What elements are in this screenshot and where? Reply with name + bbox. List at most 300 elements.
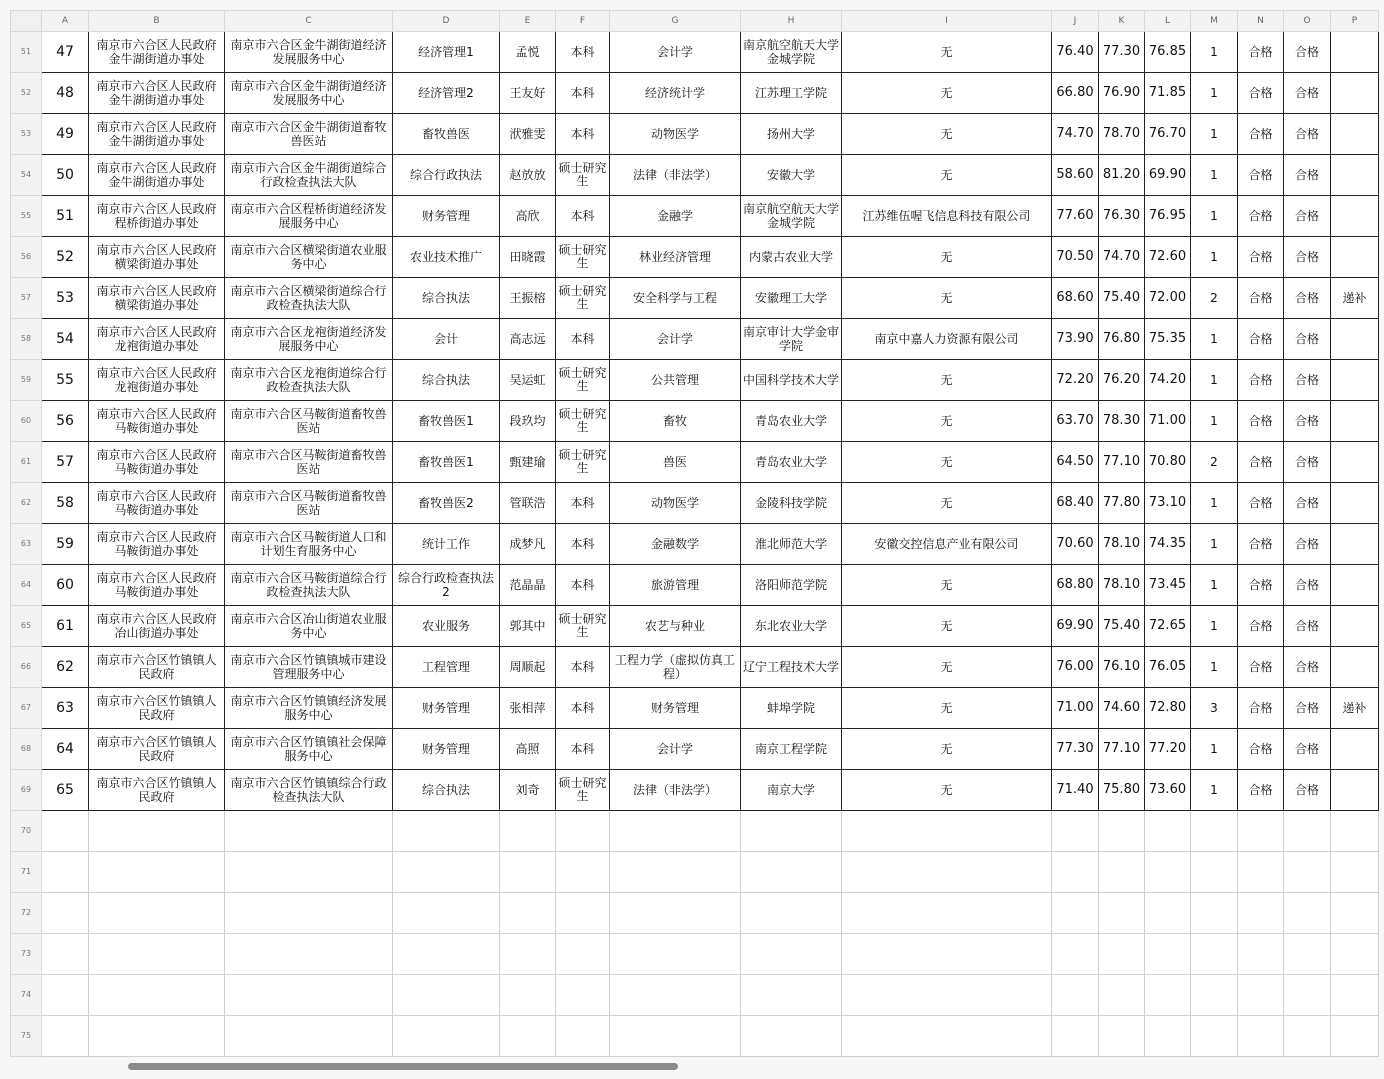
cell-m[interactable]: 1: [1191, 73, 1238, 114]
empty-cell-d[interactable]: [393, 934, 500, 975]
empty-cell-l[interactable]: [1145, 852, 1191, 893]
cell-d[interactable]: 工程管理: [393, 647, 500, 688]
cell-k[interactable]: 78.10: [1099, 565, 1145, 606]
empty-cell-e[interactable]: [500, 934, 556, 975]
cell-b[interactable]: 南京市六合区人民政府马鞍街道办事处: [89, 483, 225, 524]
empty-cell-k[interactable]: [1099, 1016, 1145, 1057]
cell-k[interactable]: 74.60: [1099, 688, 1145, 729]
cell-f[interactable]: 硕士研究生: [556, 606, 610, 647]
cell-c[interactable]: 南京市六合区竹镇镇社会保障服务中心: [225, 729, 393, 770]
cell-j[interactable]: 77.30: [1052, 729, 1099, 770]
cell-m[interactable]: 1: [1191, 319, 1238, 360]
cell-d[interactable]: 经济管理2: [393, 73, 500, 114]
cell-n[interactable]: 合格: [1238, 114, 1284, 155]
cell-a[interactable]: 51: [42, 196, 89, 237]
cell-j[interactable]: 71.00: [1052, 688, 1099, 729]
cell-d[interactable]: 畜牧兽医1: [393, 442, 500, 483]
cell-d[interactable]: 综合执法: [393, 770, 500, 811]
cell-o[interactable]: 合格: [1284, 114, 1331, 155]
cell-n[interactable]: 合格: [1238, 32, 1284, 73]
empty-cell-h[interactable]: [741, 852, 842, 893]
cell-e[interactable]: 洑雅雯: [500, 114, 556, 155]
row-number[interactable]: 69: [11, 770, 42, 811]
cell-g[interactable]: 公共管理: [610, 360, 741, 401]
cell-o[interactable]: 合格: [1284, 647, 1331, 688]
cell-c[interactable]: 南京市六合区马鞍街道畜牧兽医站: [225, 442, 393, 483]
row-number[interactable]: 54: [11, 155, 42, 196]
cell-b[interactable]: 南京市六合区人民政府马鞍街道办事处: [89, 442, 225, 483]
cell-b[interactable]: 南京市六合区人民政府马鞍街道办事处: [89, 401, 225, 442]
cell-f[interactable]: 本科: [556, 196, 610, 237]
row-number[interactable]: 63: [11, 524, 42, 565]
cell-g[interactable]: 工程力学（虚拟仿真工程）: [610, 647, 741, 688]
cell-c[interactable]: 南京市六合区金牛湖街道综合行政检查执法大队: [225, 155, 393, 196]
cell-a[interactable]: 64: [42, 729, 89, 770]
cell-j[interactable]: 68.60: [1052, 278, 1099, 319]
cell-j[interactable]: 70.50: [1052, 237, 1099, 278]
empty-cell-p[interactable]: [1331, 1016, 1379, 1057]
row-number[interactable]: 72: [11, 893, 42, 934]
empty-cell-h[interactable]: [741, 1016, 842, 1057]
cell-n[interactable]: 合格: [1238, 524, 1284, 565]
empty-cell-i[interactable]: [842, 934, 1052, 975]
cell-l[interactable]: 73.45: [1145, 565, 1191, 606]
cell-p[interactable]: [1331, 647, 1379, 688]
cell-d[interactable]: 财务管理: [393, 688, 500, 729]
cell-b[interactable]: 南京市六合区人民政府马鞍街道办事处: [89, 565, 225, 606]
cell-d[interactable]: 综合行政检查执法2: [393, 565, 500, 606]
cell-p[interactable]: [1331, 442, 1379, 483]
empty-cell-a[interactable]: [42, 1016, 89, 1057]
cell-k[interactable]: 78.10: [1099, 524, 1145, 565]
column-header-o[interactable]: O: [1284, 11, 1331, 32]
cell-d[interactable]: 财务管理: [393, 729, 500, 770]
cell-c[interactable]: 南京市六合区金牛湖街道经济发展服务中心: [225, 73, 393, 114]
cell-m[interactable]: 1: [1191, 770, 1238, 811]
cell-h[interactable]: 洛阳师范学院: [741, 565, 842, 606]
cell-n[interactable]: 合格: [1238, 237, 1284, 278]
empty-cell-o[interactable]: [1284, 975, 1331, 1016]
empty-cell-d[interactable]: [393, 893, 500, 934]
empty-cell-g[interactable]: [610, 852, 741, 893]
cell-k[interactable]: 78.30: [1099, 401, 1145, 442]
cell-i[interactable]: 无: [842, 32, 1052, 73]
row-number[interactable]: 66: [11, 647, 42, 688]
empty-cell-h[interactable]: [741, 975, 842, 1016]
cell-j[interactable]: 76.40: [1052, 32, 1099, 73]
column-header-p[interactable]: P: [1331, 11, 1379, 32]
cell-m[interactable]: 1: [1191, 360, 1238, 401]
empty-cell-p[interactable]: [1331, 852, 1379, 893]
empty-cell-h[interactable]: [741, 934, 842, 975]
cell-l[interactable]: 74.20: [1145, 360, 1191, 401]
cell-b[interactable]: 南京市六合区人民政府横梁街道办事处: [89, 237, 225, 278]
empty-cell-j[interactable]: [1052, 975, 1099, 1016]
cell-o[interactable]: 合格: [1284, 73, 1331, 114]
cell-g[interactable]: 安全科学与工程: [610, 278, 741, 319]
cell-i[interactable]: 无: [842, 647, 1052, 688]
cell-j[interactable]: 72.20: [1052, 360, 1099, 401]
cell-k[interactable]: 76.30: [1099, 196, 1145, 237]
cell-p[interactable]: [1331, 770, 1379, 811]
empty-cell-k[interactable]: [1099, 934, 1145, 975]
cell-g[interactable]: 金融学: [610, 196, 741, 237]
empty-cell-o[interactable]: [1284, 811, 1331, 852]
cell-n[interactable]: 合格: [1238, 73, 1284, 114]
cell-k[interactable]: 76.80: [1099, 319, 1145, 360]
cell-o[interactable]: 合格: [1284, 360, 1331, 401]
cell-o[interactable]: 合格: [1284, 524, 1331, 565]
cell-f[interactable]: 本科: [556, 524, 610, 565]
cell-b[interactable]: 南京市六合区人民政府金牛湖街道办事处: [89, 73, 225, 114]
cell-c[interactable]: 南京市六合区马鞍街道畜牧兽医站: [225, 401, 393, 442]
horizontal-scrollbar[interactable]: [128, 1063, 678, 1070]
cell-i[interactable]: 无: [842, 155, 1052, 196]
row-number[interactable]: 71: [11, 852, 42, 893]
cell-g[interactable]: 兽医: [610, 442, 741, 483]
row-number[interactable]: 68: [11, 729, 42, 770]
cell-m[interactable]: 1: [1191, 606, 1238, 647]
cell-n[interactable]: 合格: [1238, 196, 1284, 237]
cell-i[interactable]: 无: [842, 237, 1052, 278]
cell-n[interactable]: 合格: [1238, 729, 1284, 770]
empty-cell-n[interactable]: [1238, 934, 1284, 975]
cell-a[interactable]: 65: [42, 770, 89, 811]
cell-b[interactable]: 南京市六合区竹镇镇人民政府: [89, 647, 225, 688]
cell-h[interactable]: 青岛农业大学: [741, 442, 842, 483]
cell-b[interactable]: 南京市六合区人民政府横梁街道办事处: [89, 278, 225, 319]
empty-cell-l[interactable]: [1145, 811, 1191, 852]
row-number[interactable]: 52: [11, 73, 42, 114]
empty-cell-p[interactable]: [1331, 975, 1379, 1016]
cell-o[interactable]: 合格: [1284, 442, 1331, 483]
cell-i[interactable]: 无: [842, 401, 1052, 442]
cell-e[interactable]: 成梦凡: [500, 524, 556, 565]
cell-p[interactable]: [1331, 360, 1379, 401]
cell-e[interactable]: 赵放放: [500, 155, 556, 196]
cell-l[interactable]: 76.70: [1145, 114, 1191, 155]
cell-m[interactable]: 2: [1191, 278, 1238, 319]
column-header-a[interactable]: A: [42, 11, 89, 32]
cell-d[interactable]: 农业服务: [393, 606, 500, 647]
cell-g[interactable]: 农艺与种业: [610, 606, 741, 647]
empty-cell-k[interactable]: [1099, 893, 1145, 934]
empty-cell-e[interactable]: [500, 811, 556, 852]
empty-cell-n[interactable]: [1238, 975, 1284, 1016]
row-number[interactable]: 64: [11, 565, 42, 606]
cell-i[interactable]: 江苏维伍喔飞信息科技有限公司: [842, 196, 1052, 237]
cell-b[interactable]: 南京市六合区人民政府龙袍街道办事处: [89, 360, 225, 401]
cell-k[interactable]: 76.10: [1099, 647, 1145, 688]
cell-k[interactable]: 74.70: [1099, 237, 1145, 278]
cell-e[interactable]: 张相萍: [500, 688, 556, 729]
cell-n[interactable]: 合格: [1238, 565, 1284, 606]
cell-l[interactable]: 76.85: [1145, 32, 1191, 73]
cell-c[interactable]: 南京市六合区竹镇镇城市建设管理服务中心: [225, 647, 393, 688]
empty-cell-a[interactable]: [42, 934, 89, 975]
empty-cell-i[interactable]: [842, 1016, 1052, 1057]
row-number[interactable]: 51: [11, 32, 42, 73]
cell-o[interactable]: 合格: [1284, 483, 1331, 524]
empty-cell-a[interactable]: [42, 975, 89, 1016]
empty-cell-e[interactable]: [500, 1016, 556, 1057]
cell-n[interactable]: 合格: [1238, 360, 1284, 401]
cell-p[interactable]: [1331, 32, 1379, 73]
cell-f[interactable]: 本科: [556, 729, 610, 770]
cell-g[interactable]: 会计学: [610, 319, 741, 360]
row-number[interactable]: 73: [11, 934, 42, 975]
cell-o[interactable]: 合格: [1284, 319, 1331, 360]
row-number[interactable]: 59: [11, 360, 42, 401]
column-header-i[interactable]: I: [842, 11, 1052, 32]
cell-m[interactable]: 1: [1191, 32, 1238, 73]
empty-cell-c[interactable]: [225, 852, 393, 893]
cell-h[interactable]: 金陵科技学院: [741, 483, 842, 524]
cell-h[interactable]: 辽宁工程技术大学: [741, 647, 842, 688]
cell-m[interactable]: 1: [1191, 565, 1238, 606]
empty-cell-c[interactable]: [225, 893, 393, 934]
cell-a[interactable]: 56: [42, 401, 89, 442]
empty-cell-m[interactable]: [1191, 893, 1238, 934]
cell-c[interactable]: 南京市六合区马鞍街道畜牧兽医站: [225, 483, 393, 524]
empty-cell-m[interactable]: [1191, 852, 1238, 893]
cell-i[interactable]: 南京中嘉人力资源有限公司: [842, 319, 1052, 360]
cell-l[interactable]: 76.95: [1145, 196, 1191, 237]
cell-n[interactable]: 合格: [1238, 688, 1284, 729]
empty-cell-m[interactable]: [1191, 934, 1238, 975]
cell-c[interactable]: 南京市六合区程桥街道经济发展服务中心: [225, 196, 393, 237]
empty-cell-b[interactable]: [89, 893, 225, 934]
cell-j[interactable]: 71.40: [1052, 770, 1099, 811]
cell-h[interactable]: 蚌埠学院: [741, 688, 842, 729]
select-all-corner[interactable]: [11, 11, 42, 32]
empty-cell-d[interactable]: [393, 811, 500, 852]
cell-p[interactable]: [1331, 114, 1379, 155]
cell-e[interactable]: 高照: [500, 729, 556, 770]
empty-cell-i[interactable]: [842, 852, 1052, 893]
cell-d[interactable]: 畜牧兽医1: [393, 401, 500, 442]
cell-b[interactable]: 南京市六合区竹镇镇人民政府: [89, 770, 225, 811]
empty-cell-l[interactable]: [1145, 1016, 1191, 1057]
cell-c[interactable]: 南京市六合区横梁街道农业服务中心: [225, 237, 393, 278]
empty-cell-b[interactable]: [89, 811, 225, 852]
cell-b[interactable]: 南京市六合区人民政府金牛湖街道办事处: [89, 155, 225, 196]
column-header-n[interactable]: N: [1238, 11, 1284, 32]
cell-c[interactable]: 南京市六合区横梁街道综合行政检查执法大队: [225, 278, 393, 319]
cell-p[interactable]: [1331, 606, 1379, 647]
cell-a[interactable]: 50: [42, 155, 89, 196]
cell-h[interactable]: 安徽理工大学: [741, 278, 842, 319]
empty-cell-c[interactable]: [225, 811, 393, 852]
cell-e[interactable]: 管联浩: [500, 483, 556, 524]
cell-j[interactable]: 68.80: [1052, 565, 1099, 606]
cell-g[interactable]: 法律（非法学）: [610, 770, 741, 811]
cell-e[interactable]: 高志远: [500, 319, 556, 360]
empty-cell-f[interactable]: [556, 1016, 610, 1057]
empty-cell-j[interactable]: [1052, 811, 1099, 852]
cell-d[interactable]: 综合执法: [393, 360, 500, 401]
cell-m[interactable]: 1: [1191, 524, 1238, 565]
row-number[interactable]: 56: [11, 237, 42, 278]
cell-l[interactable]: 73.60: [1145, 770, 1191, 811]
cell-p[interactable]: [1331, 155, 1379, 196]
empty-cell-j[interactable]: [1052, 893, 1099, 934]
empty-cell-c[interactable]: [225, 934, 393, 975]
cell-a[interactable]: 47: [42, 32, 89, 73]
empty-cell-j[interactable]: [1052, 934, 1099, 975]
cell-k[interactable]: 77.30: [1099, 32, 1145, 73]
empty-cell-k[interactable]: [1099, 975, 1145, 1016]
empty-cell-i[interactable]: [842, 811, 1052, 852]
cell-h[interactable]: 南京航空航天大学金城学院: [741, 32, 842, 73]
column-header-k[interactable]: K: [1099, 11, 1145, 32]
row-number[interactable]: 75: [11, 1016, 42, 1057]
cell-h[interactable]: 南京大学: [741, 770, 842, 811]
cell-b[interactable]: 南京市六合区人民政府金牛湖街道办事处: [89, 114, 225, 155]
cell-l[interactable]: 74.35: [1145, 524, 1191, 565]
column-header-g[interactable]: G: [610, 11, 741, 32]
empty-cell-j[interactable]: [1052, 852, 1099, 893]
cell-c[interactable]: 南京市六合区马鞍街道人口和计划生育服务中心: [225, 524, 393, 565]
cell-a[interactable]: 48: [42, 73, 89, 114]
cell-i[interactable]: 无: [842, 278, 1052, 319]
cell-o[interactable]: 合格: [1284, 32, 1331, 73]
empty-cell-g[interactable]: [610, 893, 741, 934]
empty-cell-l[interactable]: [1145, 934, 1191, 975]
empty-cell-n[interactable]: [1238, 1016, 1284, 1057]
cell-p[interactable]: 递补: [1331, 278, 1379, 319]
cell-e[interactable]: 刘奇: [500, 770, 556, 811]
cell-e[interactable]: 高欣: [500, 196, 556, 237]
empty-cell-l[interactable]: [1145, 893, 1191, 934]
cell-c[interactable]: 南京市六合区金牛湖街道经济发展服务中心: [225, 32, 393, 73]
cell-a[interactable]: 58: [42, 483, 89, 524]
cell-a[interactable]: 57: [42, 442, 89, 483]
cell-i[interactable]: 无: [842, 360, 1052, 401]
empty-cell-e[interactable]: [500, 893, 556, 934]
cell-l[interactable]: 75.35: [1145, 319, 1191, 360]
empty-cell-f[interactable]: [556, 852, 610, 893]
column-header-h[interactable]: H: [741, 11, 842, 32]
cell-h[interactable]: 内蒙古农业大学: [741, 237, 842, 278]
empty-cell-f[interactable]: [556, 893, 610, 934]
cell-e[interactable]: 范晶晶: [500, 565, 556, 606]
cell-l[interactable]: 72.00: [1145, 278, 1191, 319]
cell-f[interactable]: 硕士研究生: [556, 360, 610, 401]
cell-g[interactable]: 法律（非法学）: [610, 155, 741, 196]
cell-n[interactable]: 合格: [1238, 155, 1284, 196]
empty-cell-o[interactable]: [1284, 893, 1331, 934]
cell-h[interactable]: 中国科学技术大学: [741, 360, 842, 401]
cell-i[interactable]: 无: [842, 606, 1052, 647]
empty-cell-d[interactable]: [393, 1016, 500, 1057]
cell-p[interactable]: [1331, 237, 1379, 278]
cell-k[interactable]: 77.10: [1099, 729, 1145, 770]
cell-f[interactable]: 硕士研究生: [556, 155, 610, 196]
cell-m[interactable]: 1: [1191, 196, 1238, 237]
column-header-c[interactable]: C: [225, 11, 393, 32]
cell-e[interactable]: 郭其中: [500, 606, 556, 647]
empty-cell-j[interactable]: [1052, 1016, 1099, 1057]
cell-o[interactable]: 合格: [1284, 237, 1331, 278]
cell-l[interactable]: 72.65: [1145, 606, 1191, 647]
cell-h[interactable]: 扬州大学: [741, 114, 842, 155]
cell-j[interactable]: 66.80: [1052, 73, 1099, 114]
empty-cell-l[interactable]: [1145, 975, 1191, 1016]
cell-p[interactable]: [1331, 524, 1379, 565]
empty-cell-p[interactable]: [1331, 811, 1379, 852]
column-header-j[interactable]: J: [1052, 11, 1099, 32]
row-number[interactable]: 55: [11, 196, 42, 237]
cell-f[interactable]: 本科: [556, 688, 610, 729]
empty-cell-g[interactable]: [610, 1016, 741, 1057]
cell-g[interactable]: 旅游管理: [610, 565, 741, 606]
empty-cell-n[interactable]: [1238, 852, 1284, 893]
cell-a[interactable]: 61: [42, 606, 89, 647]
cell-o[interactable]: 合格: [1284, 729, 1331, 770]
cell-d[interactable]: 农业技术推广: [393, 237, 500, 278]
empty-cell-k[interactable]: [1099, 852, 1145, 893]
row-number[interactable]: 67: [11, 688, 42, 729]
cell-n[interactable]: 合格: [1238, 442, 1284, 483]
empty-cell-b[interactable]: [89, 975, 225, 1016]
cell-m[interactable]: 1: [1191, 155, 1238, 196]
cell-n[interactable]: 合格: [1238, 483, 1284, 524]
cell-n[interactable]: 合格: [1238, 401, 1284, 442]
cell-l[interactable]: 71.00: [1145, 401, 1191, 442]
empty-cell-h[interactable]: [741, 893, 842, 934]
cell-j[interactable]: 63.70: [1052, 401, 1099, 442]
cell-m[interactable]: 1: [1191, 114, 1238, 155]
cell-e[interactable]: 吴运虹: [500, 360, 556, 401]
cell-c[interactable]: 南京市六合区龙袍街道综合行政检查执法大队: [225, 360, 393, 401]
cell-m[interactable]: 1: [1191, 401, 1238, 442]
cell-f[interactable]: 本科: [556, 647, 610, 688]
empty-cell-h[interactable]: [741, 811, 842, 852]
cell-o[interactable]: 合格: [1284, 401, 1331, 442]
empty-cell-m[interactable]: [1191, 1016, 1238, 1057]
cell-e[interactable]: 段玖均: [500, 401, 556, 442]
empty-cell-c[interactable]: [225, 1016, 393, 1057]
row-number[interactable]: 53: [11, 114, 42, 155]
cell-p[interactable]: [1331, 401, 1379, 442]
empty-cell-a[interactable]: [42, 811, 89, 852]
cell-c[interactable]: 南京市六合区龙袍街道经济发展服务中心: [225, 319, 393, 360]
cell-p[interactable]: [1331, 319, 1379, 360]
empty-cell-d[interactable]: [393, 975, 500, 1016]
empty-cell-b[interactable]: [89, 1016, 225, 1057]
cell-a[interactable]: 62: [42, 647, 89, 688]
cell-f[interactable]: 硕士研究生: [556, 278, 610, 319]
empty-cell-k[interactable]: [1099, 811, 1145, 852]
cell-d[interactable]: 综合行政执法: [393, 155, 500, 196]
cell-h[interactable]: 东北农业大学: [741, 606, 842, 647]
cell-p[interactable]: 递补: [1331, 688, 1379, 729]
cell-i[interactable]: 无: [842, 114, 1052, 155]
cell-l[interactable]: 71.85: [1145, 73, 1191, 114]
cell-g[interactable]: 林业经济管理: [610, 237, 741, 278]
cell-j[interactable]: 64.50: [1052, 442, 1099, 483]
cell-i[interactable]: 无: [842, 442, 1052, 483]
cell-f[interactable]: 硕士研究生: [556, 770, 610, 811]
cell-n[interactable]: 合格: [1238, 606, 1284, 647]
cell-d[interactable]: 会计: [393, 319, 500, 360]
cell-j[interactable]: 76.00: [1052, 647, 1099, 688]
cell-l[interactable]: 70.80: [1145, 442, 1191, 483]
column-header-d[interactable]: D: [393, 11, 500, 32]
empty-cell-g[interactable]: [610, 811, 741, 852]
cell-i[interactable]: 无: [842, 688, 1052, 729]
